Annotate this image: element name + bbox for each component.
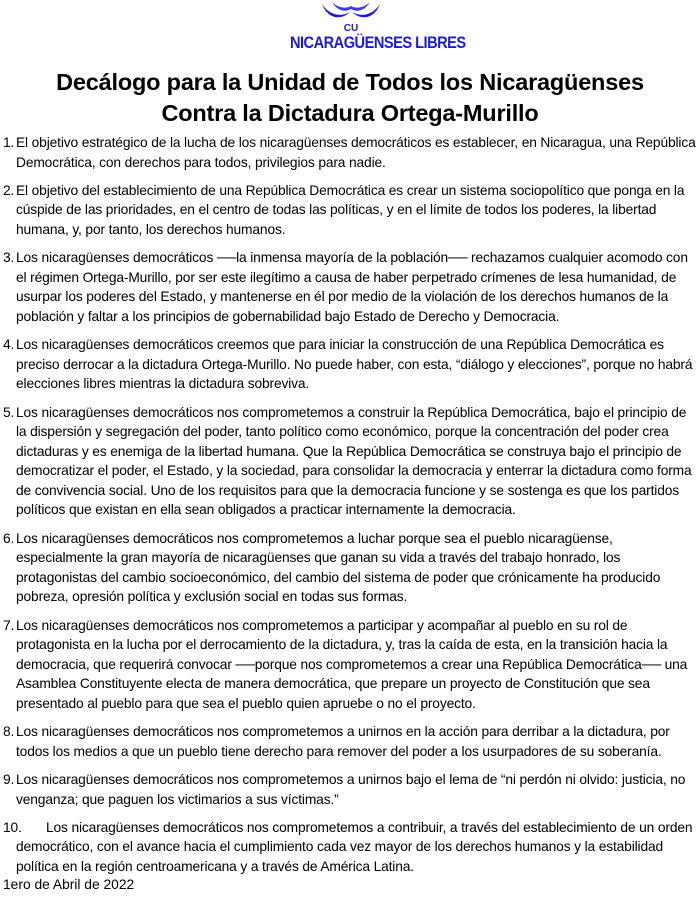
item-text: El objetivo del establecimiento de una República Democrática es crear un sistema sociopolítico que ponga en la cúspide de las prioridades, en el centro de todas las políticas, y en el límite de todos los poderes, la libertad humana, y, por tanto, los derechos humanos.	[16, 182, 685, 237]
list-item	[0, 133, 700, 172]
item-number: 5.	[3, 404, 15, 420]
emblem-letters: CU	[343, 23, 359, 34]
list-item	[0, 722, 700, 761]
title-line-2: Contra la Dictadura Ortega-Murillo	[161, 100, 539, 126]
document-date: 1ero de Abril de 2022	[3, 877, 135, 892]
item-number: 3.	[3, 250, 15, 266]
item-number: 4.	[3, 337, 15, 353]
list-item	[0, 616, 700, 714]
list-item	[0, 181, 700, 240]
item-number: 2.	[3, 182, 15, 198]
list-item	[0, 818, 700, 877]
item-number: 8.	[3, 724, 15, 740]
item-text: Los nicaragüenses democráticos creemos que para iniciar la construcción de una República Democrática es preciso derrocar a la dictadura Ortega-Murillo. No puede haber, con esta, “diálogo y elecciones”, porque no habrá elecciones libres mientras la dictadura sobreviva.	[16, 337, 693, 392]
title-line-1: Decálogo para la Unidad de Todos los Nicaragüenses	[56, 69, 644, 95]
item-number: 10.	[3, 819, 22, 835]
item-text: Los nicaragüenses democráticos nos comprometemos a unirnos bajo el lema de “ni perdón ni olvido: justicia, no venganza; que paguen los victimarios a sus víctimas.”	[16, 771, 686, 807]
item-number: 6.	[3, 530, 15, 546]
item-text: Los nicaragüenses democráticos nos comprometemos a participar y acompañar al pueblo en su rol de protagonista en la lucha por el derrocamiento de la dictadura, y, tras la caída de esta, en la transición hacia la democracia, que requerirá convocar ──porque nos comprometemos a crear una República Democrática── una Asamblea Constituyente electa de manera democrática, que prepare un proyecto de Constitución que sea presentado al pueblo para que sea el pueblo quien apruebe o no el proyecto.	[16, 617, 688, 711]
item-text: Los nicaragüenses democráticos nos comprometemos a construir la República Democrática, bajo el principio de la dispersión y segregación del poder, tanto político como económico, porque la concentración del poder crea dictaduras y es enemiga de la libertad humana. Que la República Democrática se construya bajo el principio de democratizar el poder, el Estado, y la sociedad, para consolidar la democracia y enterrar la dictadura como forma de convivencia social. Uno de los requisitos para que la democracia funcione y se sostenga es que los partidos políticos que existan en ella sean obligados a practicar internamente la democracia.	[16, 404, 692, 518]
item-text: El objetivo estratégico de la lucha de los nicaragüenses democráticos es establecer, en Nicaragua, una República Democrática, con derechos para todos, privilegios para nadie.	[16, 135, 696, 170]
emblem-icon	[316, 0, 386, 34]
item-text: Los nicaragüenses democráticos nos comprometemos a unirnos en la acción para derribar a la dictadura, por todos los medios a que un pueblo tiene derecho para remover del poder a los usurpadores de su soberanía.	[16, 724, 670, 759]
list-item	[0, 335, 700, 394]
list-item	[0, 248, 700, 326]
page-title	[0, 67, 700, 129]
list-item	[0, 770, 700, 809]
item-text: Los nicaragüenses democráticos nos comprometemos a contribuir, a través del establecimiento de un orden democrático, con el avance hacia el cumplimiento cada vez mayor de los derechos humanos y la estabilidad política en la región centroamericana y a través de América Latina.	[16, 819, 693, 874]
item-text: Los nicaragüenses democráticos nos comprometemos a luchar porque sea el pueblo nicaragüense, especialmente la gran mayoría de nicaragüenses que ganan su vida a través del trabajo honrado, los protagonistas del cambio socioeconómico, del cambio del sistema de poder que crónicamente ha producido pobreza, opresión política y exclusión social en todas sus formas.	[16, 530, 661, 605]
item-text: Los nicaragüenses democráticos ──la inmensa mayoría de la población── rechazamos cualquier acomodo con el régimen Ortega-Murillo, por ser este ilegítimo a causa de haber perpetrado crímenes de lesa humanidad, de usurpar los poderes del Estado, y mantenerse en él por medio de la violación de los derechos humanos de la población y faltar a los principios de gobernabilidad bajo Estado de Derecho y Democracia.	[16, 250, 688, 324]
list-item	[0, 403, 700, 521]
item-number: 1.	[3, 135, 15, 150]
logo-text: NICARAGÜENSES LIBRES	[289, 33, 466, 52]
logo	[280, 0, 466, 56]
item-number: 7.	[3, 617, 15, 633]
decalogue-list	[0, 133, 700, 885]
item-number: 9.	[3, 771, 15, 787]
list-item	[0, 529, 700, 607]
